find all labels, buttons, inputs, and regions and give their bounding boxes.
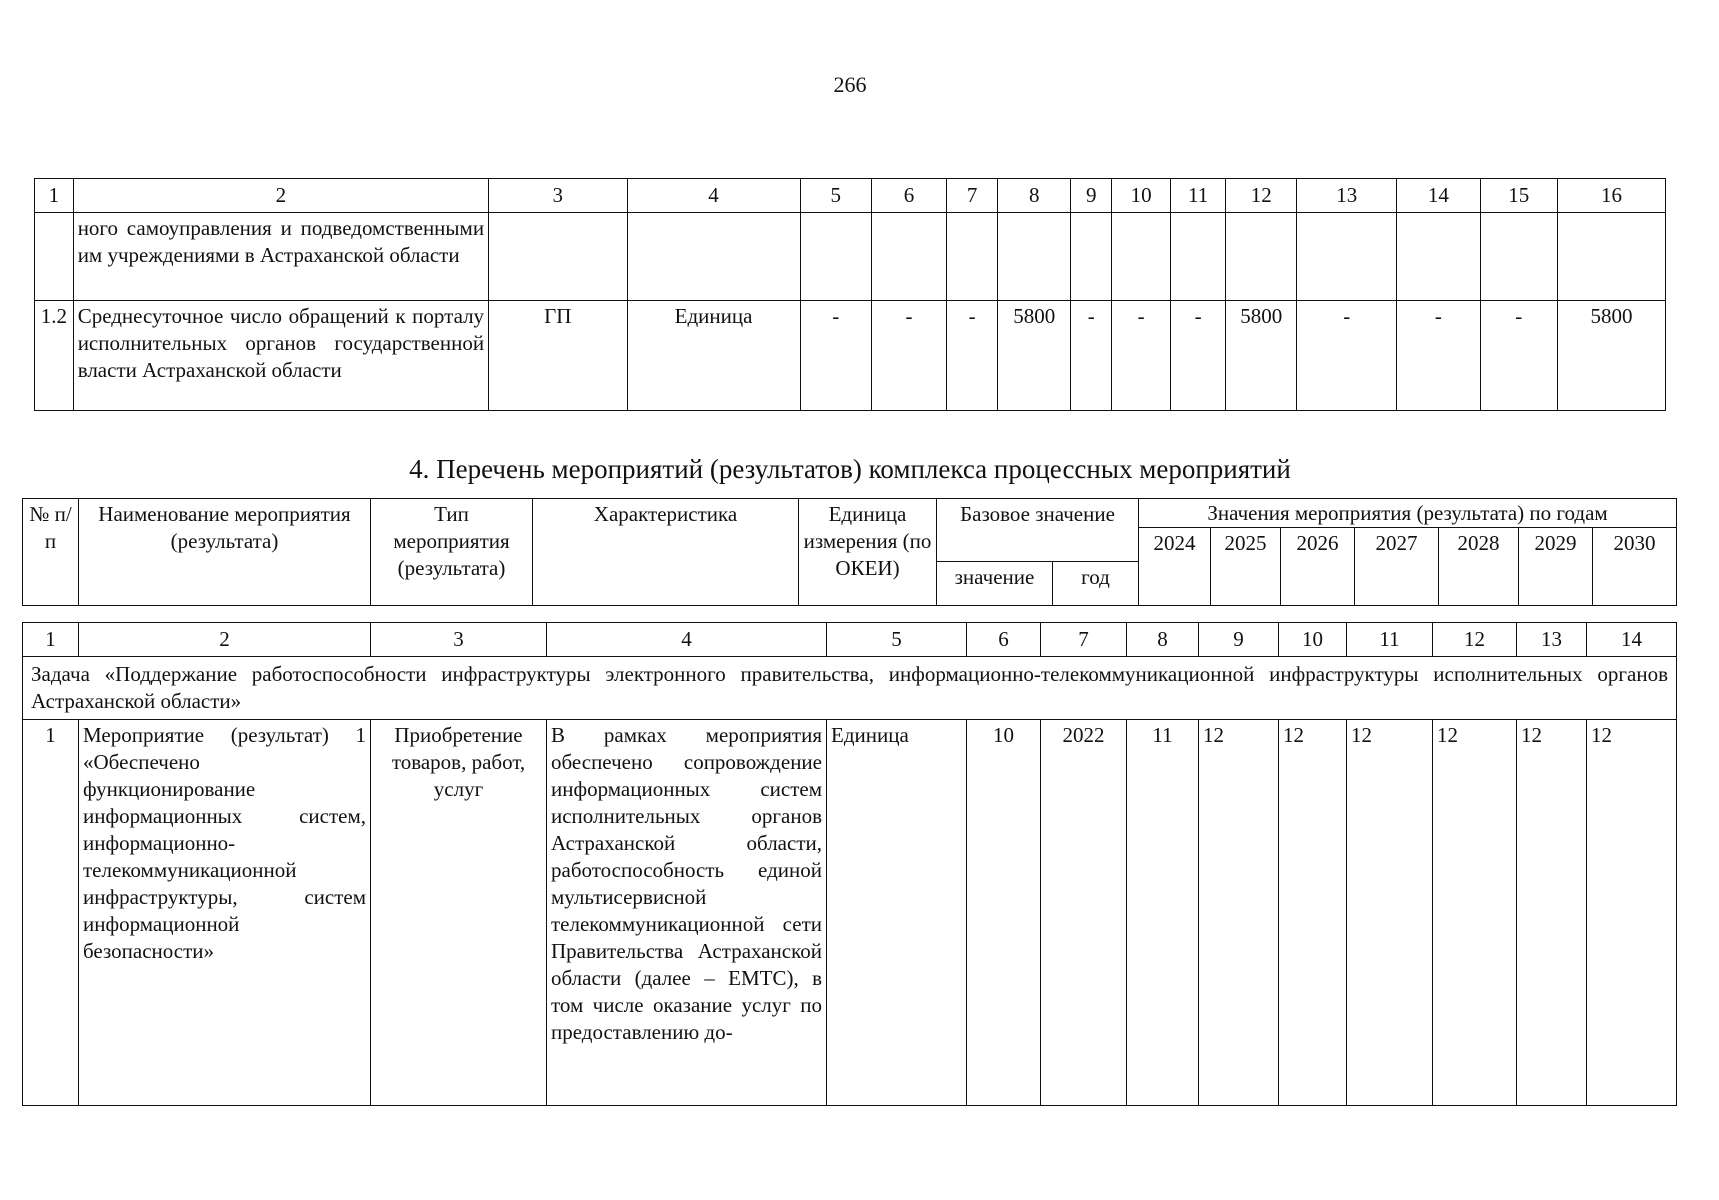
header-num: № п/п bbox=[23, 499, 79, 606]
year-value: 11 bbox=[1127, 720, 1199, 1106]
col-number: 16 bbox=[1557, 179, 1665, 213]
cell-value: - bbox=[947, 301, 998, 411]
measures-table-body bbox=[22, 622, 1677, 1106]
header-characteristic: Характеристика bbox=[533, 499, 799, 606]
cell-value: Единица bbox=[627, 301, 800, 411]
header-year: 2027 bbox=[1355, 528, 1439, 606]
col-number: 1 bbox=[35, 179, 74, 213]
header-year: 2025 bbox=[1211, 528, 1281, 606]
table-row-continuation bbox=[35, 213, 1666, 301]
cell-value: - bbox=[800, 301, 871, 411]
col-number: 13 bbox=[1517, 623, 1587, 657]
column-numbers-row bbox=[23, 623, 1677, 657]
cell-value: - bbox=[1480, 301, 1557, 411]
col-number: 7 bbox=[1041, 623, 1127, 657]
measure-name: Мероприятие (результат) 1 «Обеспечено функционирование информационных систем, информационно-телекоммуникационной инфраструктуры, систем информационной безопасности» bbox=[79, 720, 371, 1106]
header-name: Наименование мероприятия (результата) bbox=[79, 499, 371, 606]
section-title: 4. Перечень мероприятий (результатов) комплекса процессных мероприятий bbox=[409, 454, 1291, 484]
base-value: 10 bbox=[967, 720, 1041, 1106]
header-base-value: значение bbox=[937, 562, 1053, 606]
col-number: 4 bbox=[627, 179, 800, 213]
col-number: 10 bbox=[1279, 623, 1347, 657]
col-number: 2 bbox=[73, 179, 488, 213]
col-number: 3 bbox=[489, 179, 627, 213]
task-text: Задача «Поддержание работоспособности инфраструктуры электронного правительства, информационно-телекоммуникационной инфраструктуры исполнительных органов Астраханской области» bbox=[23, 657, 1677, 720]
header-type: Тип мероприятия (результата) bbox=[371, 499, 533, 606]
header-years-group: Значения мероприятия (результата) по годам bbox=[1139, 499, 1677, 528]
cell-value: ГП bbox=[489, 301, 627, 411]
col-number: 10 bbox=[1112, 179, 1171, 213]
header-year: 2028 bbox=[1439, 528, 1519, 606]
col-number: 11 bbox=[1347, 623, 1433, 657]
year-value: 12 bbox=[1433, 720, 1517, 1106]
year-value: 12 bbox=[1587, 720, 1677, 1106]
indicators-table-continuation bbox=[34, 178, 1666, 411]
cell-value: - bbox=[1297, 301, 1397, 411]
header-year: 2030 bbox=[1593, 528, 1677, 606]
header-unit: Единица измерения (по ОКЕИ) bbox=[799, 499, 937, 606]
cell-value: - bbox=[1071, 301, 1112, 411]
measure-unit: Единица bbox=[827, 720, 967, 1106]
col-number: 1 bbox=[23, 623, 79, 657]
row-number: 1.2 bbox=[35, 301, 74, 411]
col-number: 9 bbox=[1071, 179, 1112, 213]
col-number: 6 bbox=[871, 179, 946, 213]
col-number: 14 bbox=[1397, 179, 1480, 213]
year-value: 12 bbox=[1347, 720, 1433, 1106]
col-number: 2 bbox=[79, 623, 371, 657]
cell-value: 5800 bbox=[998, 301, 1071, 411]
cell-value: - bbox=[871, 301, 946, 411]
cell-value: - bbox=[1171, 301, 1226, 411]
base-year: 2022 bbox=[1041, 720, 1127, 1106]
col-number: 7 bbox=[947, 179, 998, 213]
col-number: 11 bbox=[1171, 179, 1226, 213]
measure-characteristic: В рамках мероприятия обеспечено сопровождение информационных систем исполнительных органов Астраханской области, работоспособность единой мультисервисной телекоммуникационной сети Правительства Астраханской области (далее – ЕМТС), в том числе оказание услуг по предоставлению до- bbox=[547, 720, 827, 1106]
column-numbers-row bbox=[35, 179, 1666, 213]
col-number: 8 bbox=[1127, 623, 1199, 657]
page-number: 266 bbox=[833, 72, 867, 97]
task-row bbox=[23, 657, 1677, 720]
header-base-year: год bbox=[1053, 562, 1139, 606]
col-number: 5 bbox=[827, 623, 967, 657]
table-row-1-2 bbox=[35, 301, 1666, 411]
col-number: 5 bbox=[800, 179, 871, 213]
header-year: 2029 bbox=[1519, 528, 1593, 606]
measure-row-1 bbox=[23, 720, 1677, 1106]
cell-value: 5800 bbox=[1226, 301, 1297, 411]
col-number: 12 bbox=[1433, 623, 1517, 657]
year-value: 12 bbox=[1279, 720, 1347, 1106]
cell-value: - bbox=[1397, 301, 1480, 411]
header-base: Базовое значение bbox=[937, 499, 1139, 562]
cell-value: - bbox=[1112, 301, 1171, 411]
col-number: 13 bbox=[1297, 179, 1397, 213]
col-number: 15 bbox=[1480, 179, 1557, 213]
col-number: 6 bbox=[967, 623, 1041, 657]
row-number: 1 bbox=[23, 720, 79, 1106]
indicator-name: Среднесуточное число обращений к порталу исполнительных органов государственной власти Астраханской области bbox=[73, 301, 488, 411]
col-number: 8 bbox=[998, 179, 1071, 213]
header-year: 2026 bbox=[1281, 528, 1355, 606]
measure-type: Приобретение товаров, работ, услуг bbox=[371, 720, 547, 1106]
header-year: 2024 bbox=[1139, 528, 1211, 606]
col-number: 3 bbox=[371, 623, 547, 657]
year-value: 12 bbox=[1517, 720, 1587, 1106]
col-number: 9 bbox=[1199, 623, 1279, 657]
col-number: 12 bbox=[1226, 179, 1297, 213]
cell-value: 5800 bbox=[1557, 301, 1665, 411]
col-number: 4 bbox=[547, 623, 827, 657]
measures-table-header bbox=[22, 498, 1677, 606]
year-value: 12 bbox=[1199, 720, 1279, 1106]
col-number: 14 bbox=[1587, 623, 1677, 657]
indicator-name: ного самоуправления и подведомственными им учреждениями в Астраханской области bbox=[73, 213, 488, 301]
